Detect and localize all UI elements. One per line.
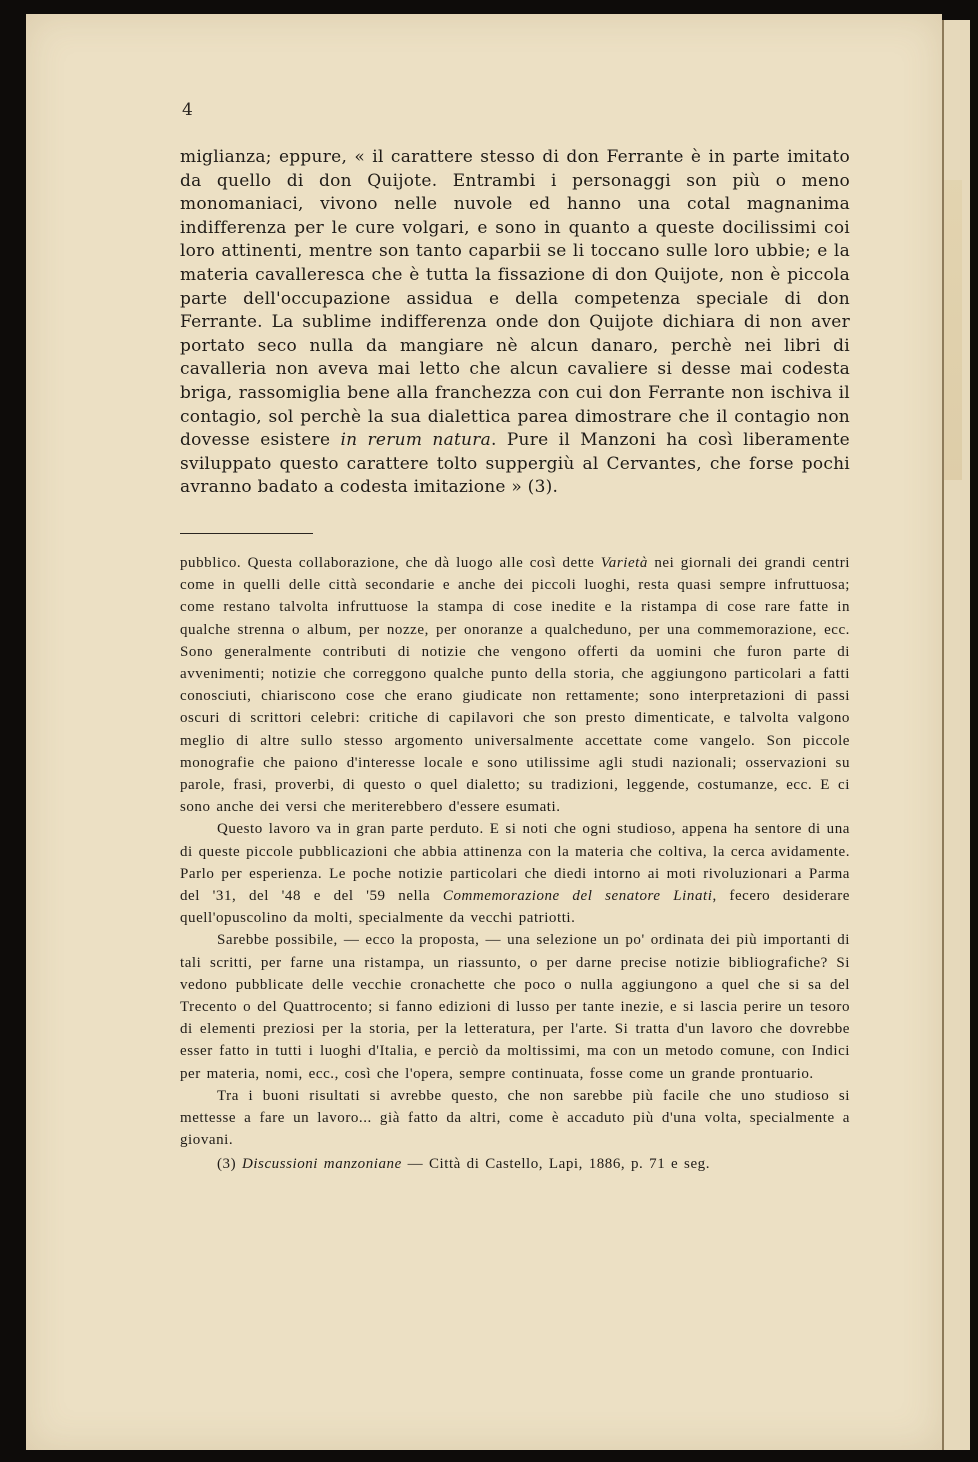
main-text-part: miglianza; eppure, « il carattere stesso di don Ferrante è in parte imitato da quello di don Quijote. Entrambi i personaggi son più o meno monomaniaci, vivono nelle nuvole ed hanno una cotal magnanima indifferenza per le cure volgari, e sono in quanto a queste docilissimi coi loro attinenti, mentre son tanto caparbii se li toccano sulle loro ubbie; e la materia cavalleresca che è tutta la fissazione di don Quijote, non è piccola parte dell'occupazione assidua e della competenza speciale di don Ferrante. La sublime indifferenza onde don Quijote dichiara di non aver portato seco nulla da mangiare nè alcun danaro, perchè nei libri di cavalleria non aveva mai letto che alcun cavaliere si desse mai codesta briga, rassomiglia bene alla franchezza con cui don Ferrante non ischiva il contagio, sol perchè la sua dialettica parea dimostrare che il contagio non dovesse esistere bbox=[180, 147, 850, 451]
main-paragraph bbox=[180, 146, 850, 500]
footnote-ref-title: Discussioni manzoniane bbox=[241, 1156, 402, 1173]
main-italic-phrase: in rerum natura bbox=[340, 430, 492, 451]
footnote-separator bbox=[180, 533, 313, 534]
page-stain bbox=[944, 180, 962, 480]
footnote-paragraph bbox=[180, 818, 850, 929]
footnote-paragraph: Tra i buoni risultati si avrebbe questo, che non sarebbe più facile che uno studioso si mettesse a fare un lavoro... già fatto da altri, come è accaduto più d'una volta, specialmente a giovani. bbox=[180, 1087, 850, 1149]
footnote-italic-title: Commemorazione del senatore Linati bbox=[442, 887, 713, 904]
footnote-text-part: nei giornali dei grandi centri come in quelli delle città secondarie e anche dei piccoli luoghi, resta quasi sempre infruttuosa; come restano talvolta infruttuose la stampa di cose inedite e la ristampa di cose rare fatte in qualche strenna o album, per nozze, per onoranze a qualcheduno, per una commemorazione, ecc. Sono generalmente contributi di notizie che vengono offerti da uomini che furon parte di avvenimenti; notizie che correggono qualche punto della storia, che aggiungono particolari a fatti conosciuti, chiariscono cose che erano giudicate non rettamente; sono interpretazioni di passi oscuri di scrittori celebri: critiche di capilavori che son presto dimenticate, e talvolta valgono meglio di altre sullo stesso argomento universalmente accettate come vangelo. Son piccole monografie che paiono d'interesse locale e sono utilissime agli studi nazionali; osservazioni su parole, frasi, proverbi, di questo o quel dialetto; su tradizioni, leggende, costumanze, ecc. E ci sono anche dei versi che meriterebbero d'essere esumati. bbox=[180, 554, 850, 816]
footnote-ref-details: — Città di Castello, Lapi, 1886, p. 71 e seg. bbox=[401, 1156, 710, 1173]
footnote-reference bbox=[180, 1153, 850, 1175]
footnote-text-part: pubblico. Questa collaborazione, che dà luogo alle così dette bbox=[180, 554, 601, 571]
page-number: 4 bbox=[182, 100, 193, 120]
footnote-paragraph bbox=[180, 552, 850, 818]
footnote-paragraph: Sarebbe possibile, — ecco la proposta, — una selezione un po' ordinata dei più importanti di tali scritti, per farne una ristampa, un riassunto, o per darne precise notizie bibliografiche? Si vedono pubblicate delle vecchie cronachette che poco o nulla aggiungono a quel che si sa del Trecento o del Quattrocento; si fanno edizioni di lusso per tante inezie, e si lascia perire un tesoro di elementi preziosi per la storia, per la letteratura, per l'arte. Si tratta d'un lavoro che dovrebbe esser fatto in tutti i luoghi d'Italia, e perciò da moltissimi, ma con un metodo comune, con Indici per materia, nomi, ecc., così che l'opera, sempre continuata, fosse come un grande prontuario. bbox=[180, 932, 850, 1082]
footnote-text-part: , fecero desiderare quell'opuscolino da molti, specialmente da vecchi patriotti. bbox=[180, 887, 850, 927]
footnote-ref-number: (3) bbox=[217, 1156, 242, 1173]
text-block bbox=[180, 146, 850, 1176]
footnote-text-part: Questo lavoro va in gran parte perduto. E si noti che ogni studioso, appena ha sentore di una di queste piccole pubblicazioni che abbia attinenza con la materia che coltiva, la cerca avidamente. Parlo per esperienza. Le poche notizie particolari che diedi intorno ai moti rivoluzionari a Parma del '31, del '48 e del '59 nella bbox=[180, 821, 850, 904]
main-text-part: . Pure il Manzoni ha così liberamente sviluppato questo carattere tolto suppergiù al Cervantes, che forse pochi avranno badato a codesta imitazione » (3). bbox=[180, 430, 850, 498]
footnote-italic-word: Varietà bbox=[600, 554, 648, 571]
